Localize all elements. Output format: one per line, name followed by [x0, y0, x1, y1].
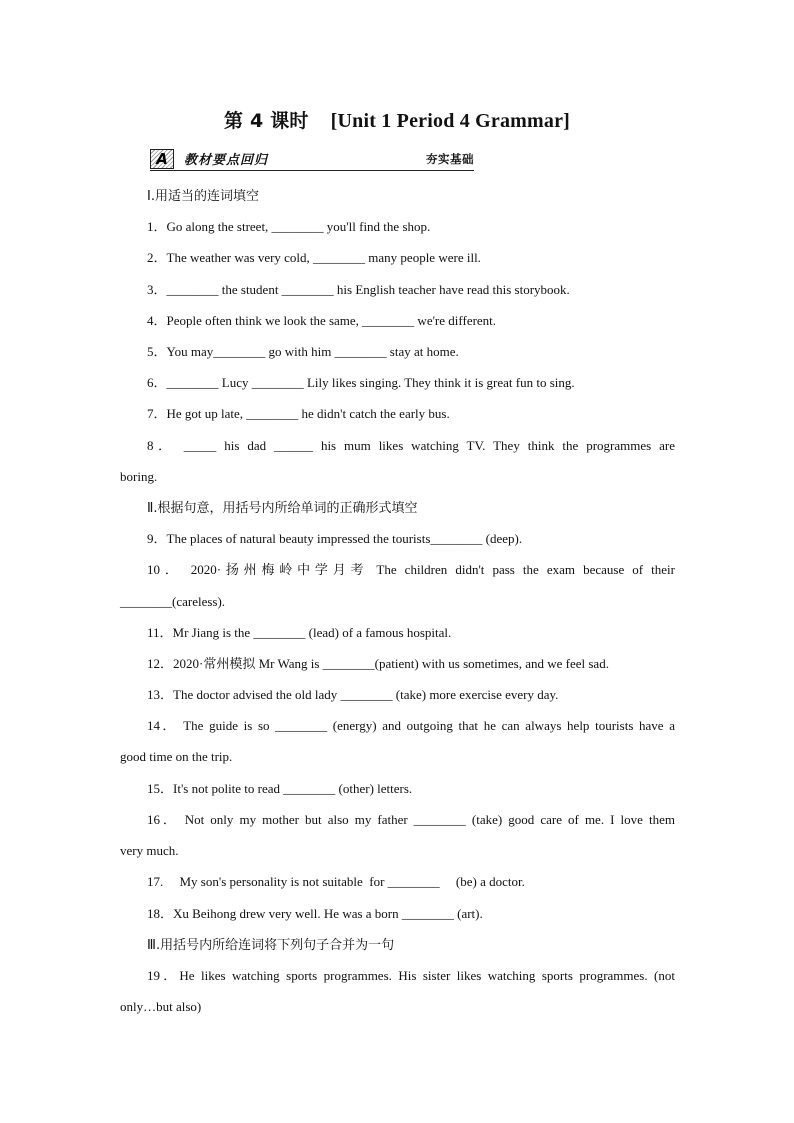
question-2: 2．The weather was very cold, ________ many people were ill. [147, 250, 481, 265]
question-4: 4．People often think we look the same, ________ we're different. [147, 313, 497, 328]
question-18: 18．Xu Beihong drew very well. He was a born ________ (art). [147, 906, 483, 921]
section-subheading: 夯实基础 [426, 152, 474, 166]
section-a-icon: A [150, 149, 174, 169]
question-9: 9．The places of natural beauty impressed the tourists________ (deep). [147, 531, 523, 546]
section-heading: 教材要点回归 [184, 153, 269, 168]
unit-period: [Unit 1 Period 4 Grammar] [330, 110, 571, 132]
question-14-continued: good time on the trip. [120, 749, 233, 764]
section-banner [150, 148, 474, 171]
question-5: 5．You may________ go with him ________ stay at home. [147, 344, 459, 359]
lesson-number: 第 4 课时 [223, 110, 309, 132]
question-8: 8． _____ his dad ______ his mum likes watching TV. They think the programmes are [147, 438, 675, 453]
question-3: 3．________ the student ________ his English teacher have read this storybook. [147, 282, 570, 297]
question-19: 19．He likes watching sports programmes. His sister likes watching sports programmes. (not [147, 968, 675, 983]
question-16-continued: very much. [120, 843, 179, 858]
question-11: 11．Mr Jiang is the ________ (lead) of a famous hospital. [147, 625, 452, 640]
question-10-continued: ________(careless). [120, 594, 226, 609]
question-13: 13．The doctor advised the old lady ________ (take) more exercise every day. [147, 687, 559, 702]
question-14: 14． The guide is so ________ (energy) and outgoing that he can always help tourists have a [147, 718, 675, 733]
question-1: 1．Go along the street, ________ you'll find the shop. [147, 219, 431, 234]
section-heading-1: Ⅰ.用适当的连词填空 [147, 189, 259, 204]
question-17: 17. My son's personality is not suitable for ________ (be) a doctor. [147, 874, 525, 889]
question-15: 15．It's not polite to read ________ (other) letters. [147, 781, 413, 796]
question-10: 10． 2020·扬州梅岭中学月考 The children didn't pass the exam because of their [147, 562, 675, 577]
question-6: 6．________ Lucy ________ Lily likes singing. They think it is great fun to sing. [147, 375, 575, 390]
question-7: 7．He got up late, ________ he didn't catch the early bus. [147, 406, 450, 421]
question-16: 16． Not only my mother but also my father ________ (take) good care of me. I love them [147, 812, 675, 827]
question-19-continued: only…but also) [120, 999, 202, 1014]
page-title [0, 106, 794, 133]
question-8-continued: boring. [120, 469, 158, 484]
section-heading-3: Ⅲ.用括号内所给连词将下列句子合并为一句 [147, 938, 395, 953]
question-12: 12．2020·常州模拟 Mr Wang is ________(patient) with us sometimes, and we feel sad. [147, 656, 609, 671]
section-heading-2: Ⅱ.根据句意，用括号内所给单词的正确形式填空 [147, 501, 418, 516]
